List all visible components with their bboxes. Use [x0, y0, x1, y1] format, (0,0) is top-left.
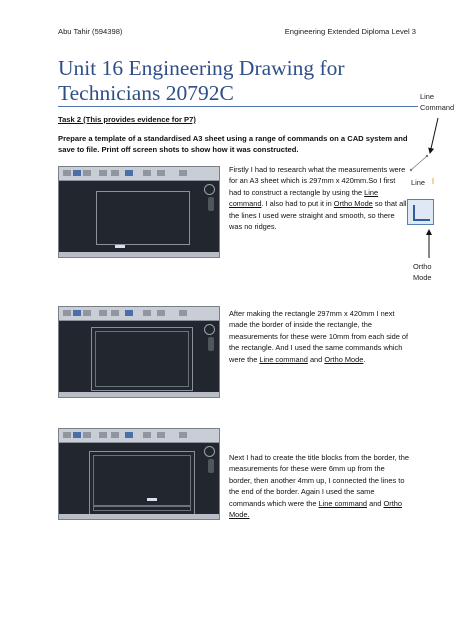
border-rectangle	[93, 455, 191, 507]
paragraph-text: and	[367, 498, 384, 508]
line-tool-icon	[411, 156, 427, 170]
document-title: Unit 16 Engineering Drawing for Technicians 20792C	[58, 56, 345, 105]
status-bar	[59, 514, 219, 519]
paragraph-text: Firstly I had to research what the measurements were for an A3 sheet which is 297mm x 420mm.So I first had to construct a rectangle by using the	[229, 165, 406, 197]
line-command-ref: Line command	[259, 354, 308, 364]
task-heading: Task 2 (This provides evidence for P7)	[58, 115, 196, 124]
viewcube-icon	[204, 184, 215, 195]
command-line	[147, 498, 157, 501]
line-command-callout: Line Command	[420, 92, 455, 112]
status-bar	[59, 392, 219, 397]
nav-bar	[208, 337, 214, 351]
ortho-mode-ref: Ortho Mode	[324, 354, 364, 364]
cad-screenshot-3	[58, 428, 220, 520]
line-tool-label: Line	[411, 178, 425, 187]
cad-screenshot-1	[58, 166, 220, 258]
cad-screenshot-2	[58, 306, 220, 398]
cad-ribbon	[59, 307, 219, 321]
ortho-mode-ref: Ortho Mode.	[229, 498, 402, 520]
task-intro: Prepare a template of a standardised A3 sheet using a range of commands on a CAD system and save to file. Print off screen shots to show how it was constructed.	[58, 134, 408, 154]
viewcube-icon	[204, 324, 215, 335]
title-block	[93, 505, 191, 511]
line-command-ref: Line command	[229, 187, 379, 209]
border-rectangle	[95, 331, 189, 387]
ortho-mode-ref: Ortho Mode	[333, 199, 373, 209]
header-author: Abu Tahir (594398)	[58, 27, 123, 36]
paragraph-text: After making the rectangle 297mm x 420mm I next made the border of inside the rectangle, the measurements for these were 10mm from each side of the rectangle. And I used the same commands which were the	[229, 309, 409, 364]
a3-rectangle	[96, 191, 190, 245]
paragraph-text: so that all the lines I used were straight and smooth, so there was no ridges.	[229, 199, 407, 232]
status-bar	[59, 252, 219, 257]
paragraph-1	[229, 164, 409, 232]
arrow-to-line-command	[430, 118, 438, 153]
line-command-ref: Line command	[318, 498, 368, 508]
cad-ribbon	[59, 429, 219, 443]
nav-bar	[208, 459, 214, 473]
command-line	[115, 245, 125, 248]
nav-bar	[208, 197, 214, 211]
ortho-mode-icon	[407, 199, 434, 225]
viewcube-icon	[204, 446, 215, 457]
paragraph-text: .	[363, 354, 366, 364]
paragraph-3	[229, 452, 409, 520]
paragraph-2	[229, 308, 409, 365]
header-course: Engineering Extended Diploma Level 3	[284, 27, 416, 36]
paragraph-text: and	[307, 354, 325, 364]
paragraph-text: Next I had to create the title blocks from the border, the measurements for these were 6mm up from the border, then another 4mm up, I connected the lines to the end of the border. Again I used the same commands which were the	[229, 453, 409, 508]
ortho-mode-callout: Ortho Mode	[413, 262, 432, 282]
title-rule	[58, 106, 418, 107]
cad-ribbon	[59, 167, 219, 181]
paragraph-text: . I also had to put it in	[261, 199, 334, 209]
